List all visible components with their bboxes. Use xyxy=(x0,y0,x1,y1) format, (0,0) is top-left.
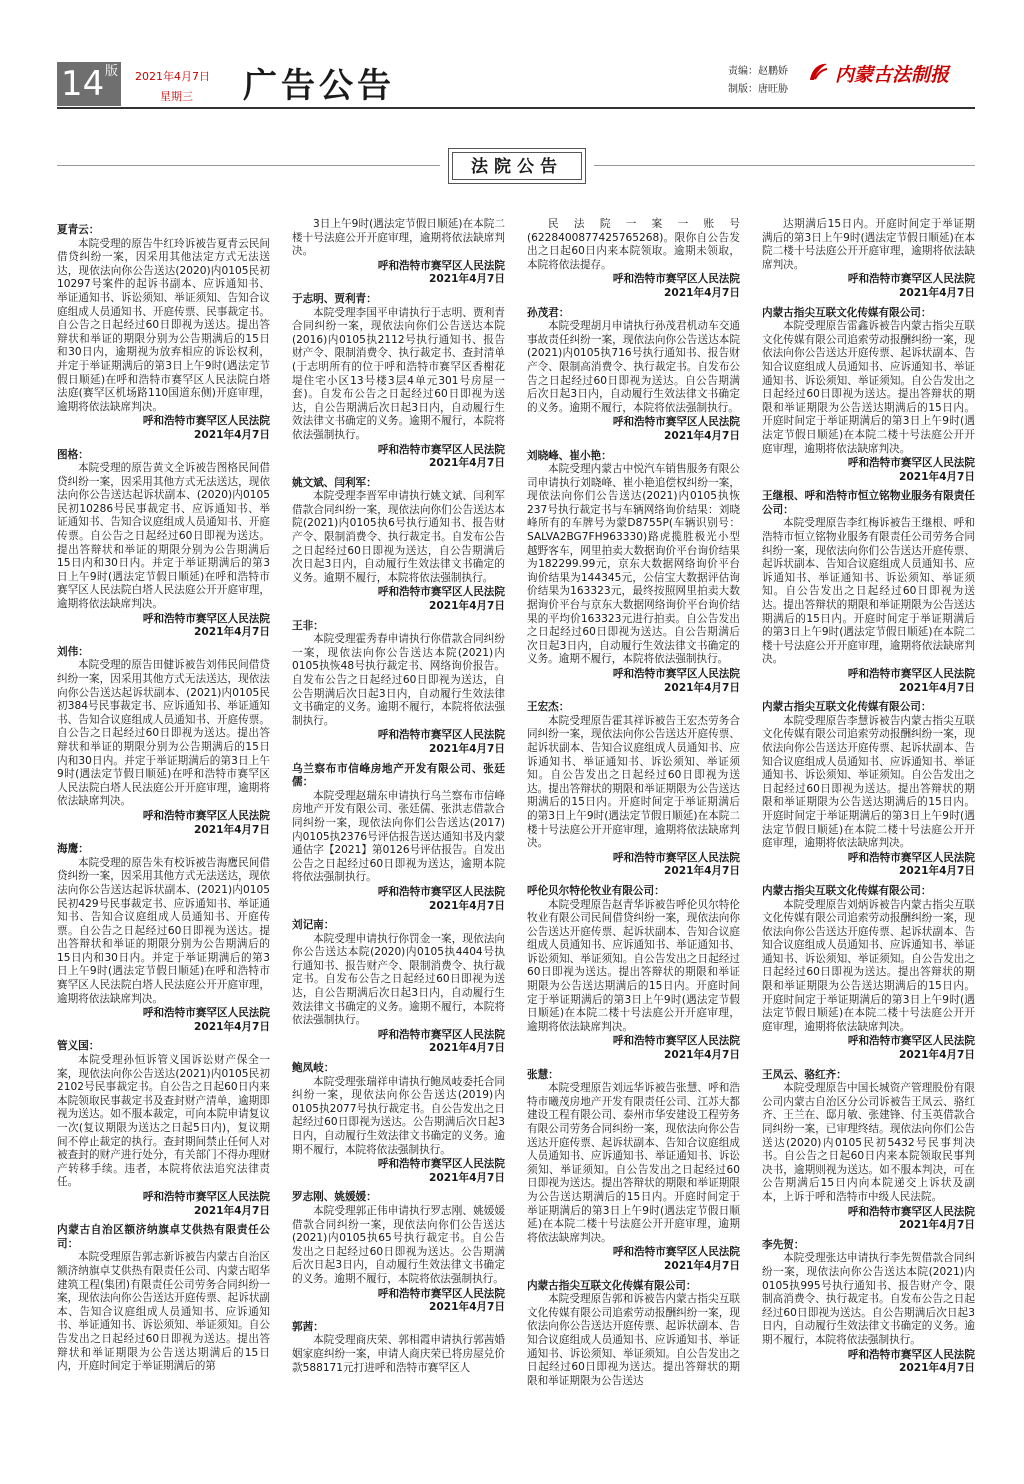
notice-addressee: 内蒙古指尖互联文化传媒有限公司： xyxy=(762,884,932,897)
court-notice xyxy=(57,646,270,837)
notice-body: 民法院一案一账号(622840087742576526​8)。限你自公告发出之日起60日内来本院领取。逾期未领取，本院将依法提存。 xyxy=(527,218,740,271)
notice-signature: 呼和浩特市赛罕区人民法院 xyxy=(612,1246,740,1259)
court-notice xyxy=(57,1224,270,1374)
notice-body: 本院受理李国平申请执行于志明、贾利青合同纠纷一案，现依法向你们公告送达本院(2016)内0105执2112号执行通知书、报告财产令、限制消费令、执行裁定书、查封清单(于志明所有的位于呼和浩特市赛罕区香榭花堤住宅小区13号楼3层4单元301号房屋一套)。自发布公告之日起经过60日即视为送达，自公告期满后次日起3日内，自动履行生效法律文书确定的义务。逾期不履行，本院将依法强制执行。 xyxy=(292,306,505,441)
notice-column-3 xyxy=(527,218,740,1388)
notice-date: 2021年4月7日 xyxy=(898,470,975,483)
court-notice xyxy=(57,1040,270,1218)
notice-signature: 呼和浩特市赛罕区人民法院 xyxy=(612,273,740,286)
notice-date: 2021年4月7日 xyxy=(663,286,740,299)
notice-addressee: 内蒙古指尖互联文化传媒有限公司： xyxy=(762,701,932,714)
notice-addressee: 孙茂君： xyxy=(527,306,570,319)
notice-date: 2021年4月7日 xyxy=(663,429,740,442)
notice-addressee: 王继根、呼和浩特市恒立铭物业服务有限责任公司： xyxy=(762,490,975,516)
notice-body: 本院受理张瑞祥申请执行鲍凤岐委托合同纠纷一案，现依法向你公告送达(2019)内0105执2077号执行裁定书。自公告发出之日起经过60日即视为送达。公告期满后次日起3日内，自动履行生效法律文书确定的义务。逾期不履行，本院将依法强制执行。 xyxy=(292,1075,505,1156)
notice-date: 2021年4月7日 xyxy=(193,626,270,639)
notice-body: 本院受理的原告黄文全诉被告图格民间借贷纠纷一案，因采用其他方式无法送达，现依法向你公告送达起诉状副本、(2020)内0105民初10286号民事裁定书、应诉通知书、举证通知书、告知合议庭组成人员通知书、开庭传票。自公告之日起经过60日即视为送达。提出答辩状和举证的期限分别为公告期满后15日内和30日内。并定于举证期满后的第3日上午9时(遇法定节假日顺延)在呼和浩特市赛罕区人民法院白塔人民法庭公开开庭审理，逾期将依法缺席判决。 xyxy=(57,462,270,611)
producer-credit: 制版：唐旺胁 xyxy=(728,84,788,95)
notice-addressee: 张慧： xyxy=(527,1068,559,1081)
notice-body: 本院受理原告刘远华诉被告张慧、呼和浩特市曦茂房地产开发有限责任公司、江苏大都建设工程有限公司、泰州市华安建设工程劳务有限公司劳务合同纠纷一案，现依法向你公告送达开庭传票、起诉状副本、告知合议庭组成人员通知书、应诉通知书、举证通知书、诉讼须知、举证须知。自公告发出之日起经过60日即视为送达。提出答辩状的期限和举证期限为公告送达期满后的15日内。开庭时间定于举证期满后的第3日上午9时(遇法定节假日顺延)在本院二楼十号法庭公开开庭审理，逾期将依法缺席判决。 xyxy=(527,1082,740,1244)
notice-body: 本院受理张达申请执行李先贺借款合同纠纷一案，现依法向你公告送达本院(2021)内0105执995号执行通知书、报告财产令、限制高消费令、执行裁定书。自发布公告之日起经过60日即视为送达。自公告期满后次日起3日内，自动履行生效法律文书确定的义务。逾期不履行，本院将依法强制执行。 xyxy=(762,1252,975,1346)
notice-body: 本院受理的原告牛红玲诉被告夏青云民间借贷纠纷一案，因采用其他法定方式无法送达，现依法向你公告送达(2020)内0105民初10297号案件的起诉书副本、应诉通知书、举证通知书、诉讼须知、举证须知、告知合议庭组成人员通知书、开庭传票、民事裁定书。自公告之日起经过60日即视为送达。提出答辩状和举证的期限分别为公告期满后的15日和30日内，逾期视为放弃相应的诉讼权利，并定于举证期满后的第3日上午9时(遇法定节假日顺延)在呼和浩特市赛罕区人民法院白塔法庭(赛罕区机场路110国道东侧)开庭审理，逾期将依法缺席判决。 xyxy=(57,237,270,413)
notice-signature: 呼和浩特市赛罕区人民法院 xyxy=(847,668,975,680)
notice-date: 2021年4月7日 xyxy=(663,1259,740,1272)
notice-date: 2021年4月7日 xyxy=(428,899,505,912)
issue-weekday: 星期三 xyxy=(160,90,193,103)
court-notice xyxy=(527,307,740,444)
notice-body: 本院受理内蒙古中悦汽车销售服务有限公司申请执行刘晓峰、崔小艳追偿权纠纷一案，现依法向你们公告送达(2021)内0105执恢237号执行裁定书与车辆网络询价结果：刘晓峰所有的车牌号为蒙D8755P(车辆识别号：SALVA2BG7FH963330)路虎揽胜极光小型越野客车，网里拍卖大数据询价平台询价结果为182299.99元，京东大数据网络询价平台询价结果为144345元，公信宝大数据评估询价结果为163323元，最终按照网里拍卖大数据询价平台与京东大数据网络询价平台询价结果的平均价163323元进行拍卖。自公告发出之日起经过60日即视为送达。自公告期满后次日起3日内，自动履行生效法律文书确定的义务。逾期不履行，本院将依法强制执行。 xyxy=(527,463,740,666)
court-notice xyxy=(762,218,975,301)
notice-date: 2021年4月7日 xyxy=(898,1049,975,1062)
notice-addressee: 图格： xyxy=(57,448,89,461)
notice-date: 2021年4月7日 xyxy=(663,1049,740,1062)
notice-body: 本院受理的原告田健诉被告刘伟民间借贷纠纷一案，因采用其他方式无法送达，现依法向你公告送达起诉状副本、(2021)内0105民初384号民事裁定书、应诉通知书、举证通知书、告知合议庭组成人员通知书、开庭传票。自公告之日起经过60日即视为送达。提出答辩状和举证的期限分别为公告期满后的15日内和30日内。并定于举证期满后的第3日上午9时(遇法定节假日顺延)在呼和浩特市赛罕区人民法院白塔人民法庭公开开庭审理，逾期将依法缺席判决。 xyxy=(57,659,270,808)
court-notice xyxy=(527,218,740,301)
banner-title: 法院公告 xyxy=(452,152,582,180)
notice-addressee: 鲍凤岐： xyxy=(292,1062,335,1075)
notice-column-1 xyxy=(57,218,270,1374)
notice-signature: 呼和浩特市赛罕区人民法院 xyxy=(142,1007,270,1020)
notice-body: 本院受理原告李慧诉被告内蒙古指尖互联文化传媒有限公司追索劳动报酬纠纷一案，现依法向你公告送达开庭传票、起诉状副本、告知合议庭组成人员通知书、应诉通知书、举证通知书、诉讼须知、举证须知。自公告发出之日起经过60日即视为送达。提出答辩状的期限和举证期限为公告送达期满后的15日内。开庭时间定于举证期满后的第3日上午9时(遇法定节假日顺延)在本院二楼十号法庭公开开庭审理，逾期将依法缺席判决。 xyxy=(762,714,975,850)
court-notice xyxy=(762,490,975,695)
notice-body: 本院受理胡月申请执行孙茂君机动车交通事故责任纠纷一案，现依法向你公告送达本院(2021)内0105执716号执行通知书、报告财产令、限制高消费令、执行裁定书。自发布公告之日起经过60日即视为送达。自公告期满后次日起3日内，自动履行生效法律文书确定的义务。逾期不履行，本院将依法强制执行。 xyxy=(527,320,740,414)
notice-signature: 呼和浩特市赛罕区人民法院 xyxy=(847,1348,975,1361)
notice-date: 2021年4月7日 xyxy=(898,1362,975,1375)
notice-date: 2021年4月7日 xyxy=(193,823,270,836)
notice-body: 本院受理原告郭志新诉被告内蒙古自治区额济纳旗卓艾供热有限责任公司、内蒙古昭华建筑工程(集团)有限责任公司劳务合同纠纷一案，现依法向你公告送达开庭传票、起诉状副本、告知合议庭组成人员通知书、应诉通知书、举证通知书、诉讼须知、举证须知。自公告发出之日起经过60日即视为送达。提出答辩状和举证期限为公告送达期满后的15日内，开庭时间定于举证期满后的第 xyxy=(57,1251,270,1373)
newspaper-logo-icon xyxy=(806,60,830,84)
notice-addressee: 内蒙古自治区额济纳旗卓艾供热有限责任公司： xyxy=(57,1224,270,1250)
court-notice xyxy=(762,307,975,485)
court-notice xyxy=(527,450,740,696)
court-notice xyxy=(292,620,505,757)
issue-date: 2021年4月7日 xyxy=(135,70,210,83)
notice-signature: 呼和浩特市赛罕区人民法院 xyxy=(377,729,505,742)
court-notice xyxy=(527,885,740,1063)
notice-body: 本院受理原告刘炳诉被告内蒙古指尖互联文化传媒有限公司追索劳动报酬纠纷一案，现依法向你公告送达开庭传票、起诉状副本、告知合议庭组成人员通知书、应诉通知书、举证通知书、诉讼须知、举证须知。自公告发出之日起经过60日即视为送达。提出答辩状的期限和举证期限为公告送达期满后的15日内。开庭时间定于举证期满后的第3日上午9时(遇法定节假日顺延)在本院二楼十号法庭公开开庭审理，逾期将依法缺席判决。 xyxy=(762,898,975,1033)
notice-body: 本院受理赵瑞东申请执行乌兰察布市信峰房地产开发有限公司、张廷儒、张洪志借款合同纠纷一案，现依法向你们公告送达(2017)内0105执2376号评估报告送达通知书及内蒙通估字【2021】第0126号评估报告。自发出公告之日起经过60日即视为送达，逾期本院将依法强制执行。 xyxy=(292,789,505,884)
notice-body: 本院受理李晋军申请执行姚文斌、闫利军借款合同纠纷一案，现依法向你们公告送达本院(2021)内0105执6号执行通知书、报告财产令、限制消费令、执行裁定书。自发布公告之日起经过60日即视为送达，自公告期满后次日起3日内，自动履行生效法律文书确定的义务。逾期不履行，本院将依法强制执行。 xyxy=(292,490,505,584)
notice-addressee: 刘记南： xyxy=(292,919,335,932)
notice-signature: 呼和浩特市赛罕区人民法院 xyxy=(847,273,975,286)
court-notice xyxy=(292,218,505,287)
notice-date: 2021年4月7日 xyxy=(898,865,975,878)
notice-body: 本院受理霍秀春申请执行你借款合同纠纷一案，现依法向你公告送达本院(2021)内0105执恢48号执行裁定书、网络询价报告。自发布公告之日起经过60日即视为送达，自公告期满后次日起3日内，自动履行生效法律文书确定的义务。逾期不履行，本院将依法强制执行。 xyxy=(292,633,505,727)
court-notice xyxy=(292,763,505,914)
notice-addressee: 管义国： xyxy=(57,1040,100,1053)
notice-signature: 呼和浩特市赛罕区人民法院 xyxy=(142,612,270,625)
court-notice xyxy=(292,1062,505,1185)
notice-signature: 呼和浩特市赛罕区人民法院 xyxy=(377,885,505,898)
notice-addressee: 内蒙古指尖互联文化传媒有限公司： xyxy=(527,1279,697,1292)
page-header xyxy=(0,0,1024,120)
court-notice xyxy=(57,449,270,640)
notice-date: 2021年4月7日 xyxy=(193,1020,270,1033)
court-notice xyxy=(292,1321,505,1375)
notice-addressee: 王凤云、骆红齐： xyxy=(762,1068,847,1081)
notice-signature: 呼和浩特市赛罕区人民法院 xyxy=(612,1035,740,1048)
notice-body: 本院受理原告霍其祥诉被告王宏杰劳务合同纠纷一案，现依法向你公告送达开庭传票、起诉状副本、告知合议庭组成人员通知书、应诉通知书、举证通知书、诉讼须知、举证须知。自公告发出之日起经过60日即视为送达。提出答辩状的期限和举证期限为公告送达期满后的15日内。开庭时间定于举证期满后的第3日上午9时(遇法定节假日顺延)在本院二楼十号法庭公开开庭审理，逾期将依法缺席判决。 xyxy=(527,714,740,850)
notice-addressee: 刘晓峰、崔小艳： xyxy=(527,449,612,462)
banner-line-left xyxy=(57,165,440,166)
court-notice xyxy=(292,919,505,1056)
notice-signature: 呼和浩特市赛罕区人民法院 xyxy=(612,668,740,680)
notice-addressee: 内蒙古指尖互联文化传媒有限公司： xyxy=(762,306,932,319)
notice-date: 2021年4月7日 xyxy=(428,742,505,755)
court-notice xyxy=(527,1069,740,1274)
notice-body: 本院受理申请执行你罚金一案，现依法向你公告送达本院(2020)内0105执4404号执行通知书、报告财产令、限制消费令、执行裁定书。自发布公告之日起经过60日即视为送达，自公告期满后次日起3日内，自动履行生效法律文书确定的义务。逾期不履行，本院将依法强制执行。 xyxy=(292,932,505,1027)
notice-body: 3日上午9时(遇法定节假日顺延)在本院二楼十号法庭公开开庭审理，逾期将依法缺席判决。 xyxy=(292,218,505,258)
notice-addressee: 王非： xyxy=(292,619,324,632)
editor-credit: 责编：赵鹏娇 xyxy=(728,66,788,77)
notice-signature: 呼和浩特市赛罕区人民法院 xyxy=(847,457,975,470)
court-notice xyxy=(762,701,975,879)
notice-addressee: 刘伟： xyxy=(57,645,89,658)
notice-body: 本院受理孙恒诉管义国诉讼财产保全一案，现依法向你公告送达(2021)内0105民初2102号民事裁定书。自公告之日起60日内来本院领取民事裁定书及查封财产清单，逾期即视为送达。如不服本裁定，可向本院申请复议一次(复议期限为送达之日起5日内)，复议期间不停止裁定的执行。查封期间禁止任何人对被查封的财产进行处分，有关部门不得办理财产转移手续。违者，本院将依法追究法律责任。 xyxy=(57,1054,270,1189)
notice-date: 2021年4月7日 xyxy=(193,1204,270,1217)
notice-signature: 呼和浩特市赛罕区人民法院 xyxy=(847,851,975,864)
banner-line-right xyxy=(594,165,975,166)
notice-signature: 呼和浩特市赛罕区人民法院 xyxy=(377,259,505,272)
notice-addressee: 海鹰： xyxy=(57,843,89,856)
notice-date: 2021年4月7日 xyxy=(663,865,740,878)
court-notice xyxy=(762,1069,975,1233)
court-notice xyxy=(762,1239,975,1376)
notice-signature: 呼和浩特市赛罕区人民法院 xyxy=(142,1190,270,1203)
notice-date: 2021年4月7日 xyxy=(428,1171,505,1184)
notice-signature: 呼和浩特市赛罕区人民法院 xyxy=(377,1028,505,1041)
page-suffix: 版 xyxy=(105,64,119,79)
notice-signature: 呼和浩特市赛罕区人民法院 xyxy=(377,443,505,456)
notice-body: 本院受理原告雷鑫诉被告内蒙古指尖互联文化传媒有限公司追索劳动报酬纠纷一案，现依法向你公告送达开庭传票、起诉状副本、告知合议庭组成人员通知书、应诉通知书、举证通知书、诉讼须知、举证须知。自公告发出之日起经过60日即视为送达。提出答辩状的期限和举证期限为公告送达期满后的15日内。开庭时间定于举证期满后的第3日上午9时(遇法定节假日顺延)在本院二楼十号法庭公开开庭审理，逾期将依法缺席判决。 xyxy=(762,320,975,455)
notice-date: 2021年4月7日 xyxy=(663,681,740,694)
page-number-box xyxy=(57,62,121,106)
notice-date: 2021年4月7日 xyxy=(428,1301,505,1314)
notice-body: 本院受理商庆荣、郭相霞申请执行郭茜婚姻家庭纠纷一案，申请人商庆荣已将房屋兑价款588171元打进呼和浩特市赛罕区人 xyxy=(292,1334,505,1374)
notice-signature: 呼和浩特市赛罕区人民法院 xyxy=(142,415,270,428)
notice-date: 2021年4月7日 xyxy=(898,1219,975,1232)
notice-signature: 呼和浩特市赛罕区人民法院 xyxy=(142,809,270,822)
page-number: 14 xyxy=(61,64,105,104)
notice-date: 2021年4月7日 xyxy=(428,273,505,286)
notice-signature: 呼和浩特市赛罕区人民法院 xyxy=(377,1158,505,1171)
notice-addressee: 夏青云： xyxy=(57,224,100,236)
court-notice xyxy=(292,477,505,614)
notice-date: 2021年4月7日 xyxy=(428,457,505,470)
notice-date: 2021年4月7日 xyxy=(428,600,505,613)
court-notice xyxy=(527,1280,740,1389)
notice-column-4 xyxy=(762,218,975,1378)
notice-date: 2021年4月7日 xyxy=(193,428,270,441)
notice-date: 2021年4月7日 xyxy=(428,1042,505,1055)
notice-body: 本院受理原告中国长城资产管理股份有限公司内蒙古自治区分公司诉被告王凤云、骆红齐、王兰在、邸月敏、张建锋、付玉英借款合同纠纷一案，已审理终结。现依法向你们公告送达(2020)内0105民初5432号民事判决书。自公告之日起60日内来本院领取民事判决书，逾期则视为送达。如不服本判决，可在公告期满后15日内向本院递交上诉状及副本，上诉于呼和浩特市中级人民法院。 xyxy=(762,1082,975,1203)
court-notice xyxy=(762,885,975,1063)
notice-signature: 呼和浩特市赛罕区人民法院 xyxy=(377,1287,505,1300)
notice-addressee: 郭茜： xyxy=(292,1320,324,1333)
court-notice-banner xyxy=(448,148,586,184)
notice-body: 本院受理原告赵青华诉被告呼伦贝尔特伦牧业有限公司民间借贷纠纷一案，现依法向你公告送达开庭传票、起诉状副本、告知合议庭组成人员通知书、应诉通知书、举证通知书、诉讼须知、举证须知。自公告发出之日起经过60日即视为送达。提出答辩状的期限和举证期限为公告送达期满后的15日内。开庭时间定于举证期满后的第3日上午9时(遇法定节假日顺延)在本院二楼十号法庭公开开庭审理，逾期将依法缺席判决。 xyxy=(527,898,740,1033)
notice-date: 2021年4月7日 xyxy=(898,286,975,299)
notice-addressee: 呼伦贝尔特伦牧业有限公司： xyxy=(527,884,665,897)
notice-addressee: 王宏杰： xyxy=(527,701,570,714)
notice-addressee: 姚文斌、闫利军： xyxy=(292,476,377,489)
notice-body: 本院受理郭正伟申请执行罗志刚、姚媛媛借款合同纠纷一案，现依法向你们公告送达(2021)内0105执65号执行裁定书。自公告发出之日起经过60日即视为送达。公告期满后次日起3日内，自动履行生效法律文书确定的义务。逾期不履行，本院将依法强制执行。 xyxy=(292,1204,505,1285)
notice-addressee: 乌兰察布市信峰房地产开发有限公司、张廷儒： xyxy=(292,762,505,789)
section-title: 广告公告 xyxy=(243,66,395,106)
court-notice xyxy=(57,224,270,443)
notice-signature: 呼和浩特市赛罕区人民法院 xyxy=(847,1205,975,1218)
notice-body: 本院受理原告郭和诉被告内蒙古指尖互联文化传媒有限公司追索劳动报酬纠纷一案，现依法向你公告送达开庭传票、起诉状副本、告知合议庭组成人员通知书、应诉通知书、举证通知书、诉讼须知、举证须知。自公告发出之日起经过60日即视为送达。提出答辩状的期限和举证期限为公告送达 xyxy=(527,1293,740,1387)
notice-body: 本院受理的原告朱有校诉被告海鹰民间借贷纠纷一案，因采用其他方式无法送达，现依法向你公告送达起诉状副本、(2021)内0105民初429号民事裁定书、应诉通知书、举证通知书、告知合议庭组成人员通知书、开庭传票。自公告之日起经过60日即视为送达。提出答辩状和举证的期限分别为公告期满后的15日内和30日内。并定于举证期满后的第3日上午9时(遇法定节假日顺延)在呼和浩特市赛罕区人民法院白塔人民法庭公开开庭审理，逾期将依法缺席判决。 xyxy=(57,856,270,1005)
notice-signature: 呼和浩特市赛罕区人民法院 xyxy=(612,416,740,429)
notice-addressee: 于志明、贾利青： xyxy=(292,292,377,305)
newspaper-name: 内蒙古法制报 xyxy=(835,64,950,86)
notice-signature: 呼和浩特市赛罕区人民法院 xyxy=(377,586,505,599)
notice-body: 达期满后15日内。开庭时间定于举证期满后的第3日上午9时(遇法定节假日顺延)在本院二楼十号法庭公开开庭审理，逾期将依法缺席判决。 xyxy=(762,218,975,271)
notice-signature: 呼和浩特市赛罕区人民法院 xyxy=(612,851,740,864)
court-notice xyxy=(292,1191,505,1314)
court-notice xyxy=(292,293,505,471)
notice-body: 本院受理原告李红梅诉被告王继根、呼和浩特市恒立铭物业服务有限责任公司劳务合同纠纷一案，现依法向你们公告送达开庭传票、起诉状副本、告知合议庭组成人员通知书、应诉通知书、举证通知书、诉讼须知、举证须知。自公告发出之日起经过60日即视为送达。提出答辩状的期限和举证期限为公告送达期满后的15日内。开庭时间定于举证期满后的第3日上午9时(遇法定节假日顺延)在本院二楼十号法庭公开开庭审理，逾期将依法缺席判决。 xyxy=(762,517,975,666)
header-rule xyxy=(57,107,975,109)
court-notice xyxy=(527,701,740,879)
notice-addressee: 李先贺： xyxy=(762,1238,805,1251)
notice-signature: 呼和浩特市赛罕区人民法院 xyxy=(847,1035,975,1048)
notice-date: 2021年4月7日 xyxy=(898,681,975,694)
court-notice xyxy=(57,843,270,1034)
notice-column-2 xyxy=(292,218,505,1375)
notice-addressee: 罗志刚、姚媛媛： xyxy=(292,1191,377,1204)
